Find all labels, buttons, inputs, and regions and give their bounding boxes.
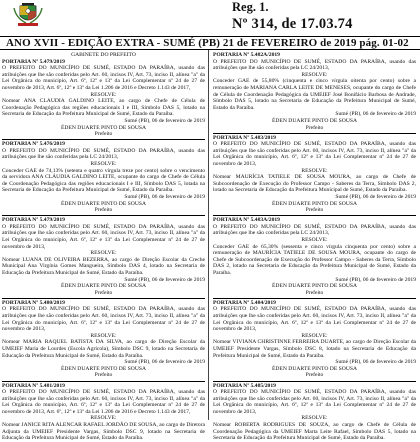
paragraph: Conceder GAE de 65,30% (sessenta e cinco vírgula cinquenta por cento) sobre a remuneração de MAURÍCIA TATIELE DE SOUSA MOURA, ocupante do cargo de Chefe de Subcoordenação de Execução do Professor Campo - Saberes da Terra, Símbolo DAS 2, lotado na Secretaria de Educação da Prefeitura Municipal de Sumé, Estado da Paraíba. bbox=[213, 243, 416, 276]
paragraph: O PREFEITO DO MUNICÍPIO DE SUMÉ, ESTADO DA PARAÍBA, usando das atribuições que lhe são conferidas pela LC 24/2013, bbox=[213, 223, 416, 237]
registration-label: Reg. 1. bbox=[232, 0, 269, 14]
column-divider bbox=[208, 50, 209, 420]
paragraph: O PREFEITO DO MUNICÍPIO DE SUMÉ, ESTADO DA PARAÍBA, usando das atribuições que lhe são conferidas pelo Art. 60, incisos IV, Art. 73, inciso II, alínea "a" da Lei Orgânica do município, Art. 6º, 12º e 13º da Lei Complementar nº 24 de 27 de novembro de 2013, bbox=[213, 306, 416, 333]
centered-line: ÉDEN DUARTE PINTO DE SOUSA bbox=[271, 365, 358, 372]
portaria-heading: PORTARIA Nº 5.485/2019 bbox=[213, 382, 276, 389]
paragraph: Nomear MAURÍCIA TATIELE DE SOUSA MOURA, ao cargo de Chefe de Subcoordenação de Execução do Professor Campo - Saberes da Terra, Símbolo DAS 2, lotado na Secretaria de Educação da Prefeitura Municipal de Sumé, Estado da Paraíba. bbox=[213, 174, 416, 194]
portaria-heading: PORTARIA Nº 5.479/2019 bbox=[2, 58, 65, 65]
portaria-heading: PORTARIA Nº 5.479/2019 bbox=[2, 217, 65, 224]
section-divider bbox=[2, 139, 205, 140]
paragraph: Nomear ANA CLAUDIA GALDINO LEITE, ao cargo de Chefe de Célula de Coordenação Pedagógica das regiões educacionais I e III, Símbolo DAS 5, lotado na Secretaria de Educação da Prefeitura Municipal de Sumé, Estado da Paraíba. bbox=[2, 98, 205, 118]
centered-line: Prefeito bbox=[94, 207, 113, 214]
date-line: Sumé (PB), 06 de fevereiro de 2019 bbox=[124, 359, 205, 366]
portaria-heading: PORTARIA Nº 5.481/2019 bbox=[2, 382, 65, 389]
centered-line: RESOLVE: bbox=[90, 161, 117, 167]
date-line: Sumé (PB), 06 de fevereiro de 2019 bbox=[335, 276, 416, 283]
paragraph: O PREFEITO DO MUNICÍPIO DE SUMÉ, ESTADO DA PARAÍBA, usando das atribuições que lhe são conferidas pela LC 24/2013, bbox=[213, 58, 416, 72]
centered-line: ÉDEN DUARTE PINTO DE SOUSA bbox=[60, 283, 147, 290]
paragraph: O PREFEITO DO MUNICÍPIO DE SUMÉ, ESTADO DA PARAÍBA, usando das atribuições que lhe são conferidas pelo Art. 60, incisos IV, Art. 73, inciso II, alínea "a" da Lei Orgânica do município, Art. 6º, 12º e 13º da Lei Complementar nº 24 de 27 de novembro de 2013, bbox=[2, 223, 205, 250]
section-divider bbox=[2, 298, 205, 299]
centered-line: RESOLVE: bbox=[90, 91, 117, 98]
publication-number: Nº 314, de 17.03.74 bbox=[232, 16, 353, 32]
centered-line: ÉDEN DUARTE PINTO DE SOUSA bbox=[60, 365, 147, 372]
centered-line: Prefeito bbox=[305, 372, 324, 379]
centered-line: ÉDEN DUARTE PINTO DE SOUSA bbox=[271, 200, 358, 207]
paragraph: O PREFEITO DO MUNICÍPIO DE SUMÉ, ESTADO DA PARAÍBA, usando das atribuições que lhe são conferidas pelo Art. 60, incisos IV, Art. 73, inciso II, alínea "a" da Lei Orgânica do município, Art. 6º, 12º e 13º da Lei Complementar nº 24 de 27 de novembro de 2013, bbox=[2, 306, 205, 333]
centered-line: ÉDEN DUARTE PINTO DE SOUSA bbox=[60, 124, 147, 131]
centered-line: Prefeito bbox=[94, 131, 113, 138]
centered-line: RESOLVE: bbox=[90, 332, 117, 339]
section-divider bbox=[2, 215, 205, 216]
portaria-heading: PORTARIA Nº 5.482A/2019 bbox=[213, 52, 280, 58]
paragraph: Nomear VIVIANA CHRISTINNE FERREIRA DUARTE, ao cargo de Direção Escolar da UMEIEF Presidente Vargas, Símbolo DSC 8, lotado na Secretaria de Educação da Prefeitura Municipal de Sumé, Estado da Paraíba. bbox=[213, 339, 416, 359]
gazette-masthead bbox=[0, 0, 420, 49]
centered-line: RESOLVE: bbox=[301, 167, 328, 174]
paragraph: O PREFEITO DO MUNICÍPIO DE SUMÉ, ESTADO DA PARAÍBA, usando das atribuições que lhe são conferidas pelo Art. 60, incisos IV, Art. 73, inciso II, alínea "a" da Lei Orgânica do município, Art. 6º, 12º e 13º da Lei Complementar nº 24 de 27 de novembro de 2013, bbox=[213, 141, 416, 167]
section-divider bbox=[213, 133, 416, 134]
centered-line: ÉDEN DUARTE PINTO DE SOUSA bbox=[60, 200, 147, 207]
date-line: Sumé (PB), 06 de fevereiro de 2019 bbox=[124, 276, 205, 283]
centered-line: ÉDEN DUARTE PINTO DE SOUSA bbox=[271, 117, 358, 124]
left-column bbox=[2, 52, 205, 442]
paragraph: Nomear JANICE RITA ALENCAR RAFAEL JORDÃO DE SOUSA, ao cargo de Diretora Adjunta da UMEIEF Presidente Vargas, Símbolo DSC 9, lotado na Secretaria de Educação da Prefeitura Municipal de Sumé, Estado da Paraíba. bbox=[2, 422, 205, 442]
section-divider bbox=[213, 215, 416, 216]
paragraph: O PREFEITO DO MUNICÍPIO DE SUMÉ, ESTADO DA PARAÍBA, usando das atribuições que lhe são conferidas pela LC 24/2013, bbox=[2, 147, 205, 161]
centered-line: RESOLVE: bbox=[301, 71, 328, 78]
paragraph: O PREFEITO DO MUNICÍPIO DE SUMÉ, ESTADO DA PARAÍBA, usando das atribuições que lhe são conferidas pelo Art. 60, incisos IV, Art. 73, inciso II, alínea "a" da Lei Orgânica do município, Art. 6º, 12º e 13º da Lei Complementar nº 24 de 27 de novembro de 2013, Art. 6º, 12º e 13º da Lei 1.206 de 2016 e Decreto 1.143 de 2017, bbox=[2, 389, 205, 415]
centered-line: Prefeito bbox=[305, 124, 324, 131]
date-line: Sumé (PB), 06 de fevereiro de 2019 bbox=[124, 117, 205, 124]
section-divider bbox=[2, 381, 205, 382]
edition-line: ANO XVII - EDIÇÃO EXTRA - SUMÉ (PB) 21 de FEVEREIRO de 2019 pág. 01-02 bbox=[6, 37, 409, 49]
section-divider bbox=[213, 381, 416, 382]
centered-line: RESOLVE: bbox=[301, 237, 328, 244]
centered-line: Prefeito bbox=[94, 289, 113, 296]
paragraph: Conceder GAE de 74,13% (setenta e quatro vírgula treze por cento) sobre o vencimento da servidora ANA CLÁUDIA GALDINO LEITE, ocupante do cargo de Chefe de Célula de Coordenação Pedagógica das regiões educacionais I e III, Símbolo DAS 5, lotada na Secretaria de Educação da Prefeitura Municipal de Sumé, Estado da Paraíba. bbox=[2, 167, 205, 194]
date-line: Sumé (PB), 06 de fevereiro de 2019 bbox=[335, 359, 416, 366]
date-line: Sumé (PB), 06 de fevereiro de 2019 bbox=[124, 193, 205, 200]
portaria-heading: PORTARIA Nº 5.480/2019 bbox=[2, 299, 65, 306]
section-divider bbox=[213, 298, 416, 299]
centered-line: Prefeito bbox=[94, 372, 113, 379]
portaria-heading: PORTARIA Nº 5.484/2019 bbox=[213, 299, 276, 306]
centered-line: RESOLVE: bbox=[301, 332, 328, 339]
centered-line: ÉDEN DUARTE PINTO DE SOUSA bbox=[271, 283, 358, 290]
centered-line: Prefeito bbox=[305, 207, 324, 214]
centered-line: RESOLVE: bbox=[301, 415, 328, 422]
paragraph: O PREFEITO DO MUNICÍPIO DE SUMÉ, ESTADO DA PARAÍBA, usando das atribuições que lhe são conferidas pelo Art. 60, incisos IV, Art. 73, inciso II, alínea "a" da Lei Orgânica do município, Art. 6º, 12º e 13º da Lei Complementar nº 24 de 27 de novembro de 2013, Art. 6º, 12º e 13º da Lei 1.206 de 2016 e Decreto 1.143 de 2017, bbox=[2, 65, 205, 91]
centered-line: Prefeito bbox=[305, 289, 324, 296]
date-line: Sumé (PB), 06 de fevereiro de 2019 bbox=[335, 111, 416, 118]
centered-line: RESOLVE: bbox=[90, 415, 117, 422]
portaria-heading: PORTARIA Nº 5.483A/2019 bbox=[213, 217, 280, 224]
portaria-heading: PORTARIA Nº 5.476/2019 bbox=[2, 141, 65, 148]
date-line: Sumé (PB), 06 de fevereiro de 2019 bbox=[335, 193, 416, 200]
paragraph: Nomear MARIA RAQUEL BATISTA DA SILVA, ao cargo de Direção Escolar da UMEIEF Maria de Lourdes (Escola Agrícola), Símbolo DSC 9, lotado na Secretaria de Educação da Prefeitura Municipal de Sumé, Estado da Paraíba. bbox=[2, 339, 205, 359]
paragraph: Conceder GAE de 55,80% (cinquenta e cinco vírgula oitenta por cento) sobre a remuneração de MARIANA CARLA LEITE DE MENESES, ocupante do cargo de Chefe de Célula de Coordenação Pedagógica da UMEIEF José Bonifácio Barbosa de Andrade, Símbolo DAS 5, lotado na Secretaria de Educação da Prefeitura Municipal de Sumé, Estado da Paraíba. bbox=[213, 78, 416, 111]
right-column bbox=[213, 52, 416, 442]
municipal-crest-icon bbox=[6, 0, 50, 30]
paragraph: Nomear ROBERTA RODRIGUES DE SOUZA, ao cargo de Chefe de Célula de Coordenação Pedagógica da UMEIEF Marta Leite Rafael, Símbolo DAS 5, lotado na Secretaria de Educação da Prefeitura Municipal de Sumé, Estado da Paraíba. bbox=[213, 422, 416, 442]
centered-line: RESOLVE: bbox=[90, 250, 117, 257]
edition-bar bbox=[0, 36, 420, 50]
paragraph: O PREFEITO DO MUNICÍPIO DE SUMÉ, ESTADO DA PARAÍBA, usando das atribuições que lhe são conferidas pelo Art. 60, incisos IV, Art. 73, inciso II, alínea "a" da Lei Orgânica do município, Art. 6º, 12º e 13º da Lei Complementar nº 24 de 27 de novembro de 2013, bbox=[213, 389, 416, 415]
paragraph: Nomear LUANA DE OLIVEIRA BEZERRA, ao cargo de Direção Escolar da Creche Municipal Ana Virgínia Gomes Mangueira, Símbolo DAS 4, lotado na Secretaria de Educação da Prefeitura Municipal de Sumé, Estado da Paraíba. bbox=[2, 256, 205, 276]
centered-line: GABINETE DO PREFEITO bbox=[71, 52, 136, 58]
portaria-heading: PORTARIA Nº 5.483/2019 bbox=[213, 134, 276, 141]
